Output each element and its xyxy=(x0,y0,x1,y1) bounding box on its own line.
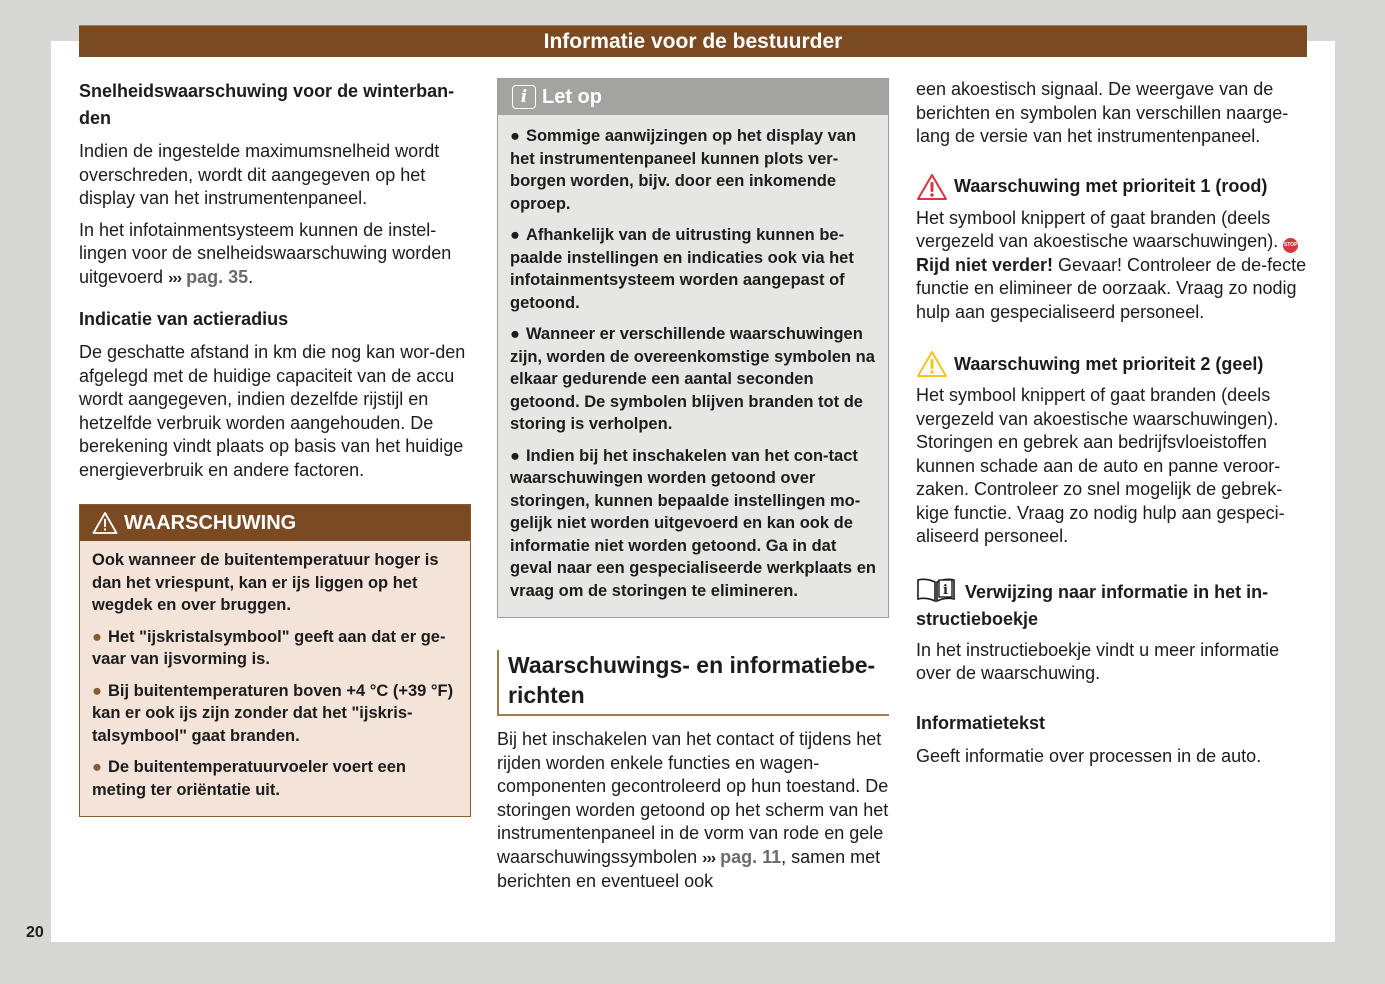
page-reference-link[interactable]: pag. 35 xyxy=(186,266,249,287)
reference-arrows-icon: ››› xyxy=(168,269,182,287)
punctuation: . xyxy=(248,266,254,287)
note-bullet xyxy=(510,445,876,603)
bullet-icon: ● xyxy=(510,325,520,343)
warning-title: WAARSCHUWING xyxy=(124,512,297,534)
note-bullet xyxy=(510,224,876,314)
page-number: 20 xyxy=(26,924,44,941)
warning-intro: Ook wanneer de buitentemperatuur hoger is dan het vriespunt, kan er ijs liggen op het wegdek en over bruggen. xyxy=(92,551,439,614)
heading-priority-2 xyxy=(916,350,1308,378)
note-bullet xyxy=(510,125,876,215)
bullet-icon: ● xyxy=(510,446,520,465)
note-header xyxy=(498,79,888,115)
note-box xyxy=(497,78,889,618)
heading-priority-1 xyxy=(916,173,1308,201)
column-left xyxy=(79,78,471,817)
bullet-icon: ● xyxy=(92,627,102,646)
column-right xyxy=(916,78,1308,776)
paragraph-infotainment-text: In het infotainmentsysteem kunnen de instel-lingen voor de snelheidswaarschuwing worden uitgevoerd xyxy=(79,219,452,287)
booklet-reference-text: In het instructieboekje vindt u meer informatie over de waarschuwing. xyxy=(916,639,1280,683)
warning-bullet xyxy=(92,626,458,671)
booklet-reference-title: Verwijzing naar informatie in het in-structieboekje xyxy=(916,581,1269,629)
warning-bullet xyxy=(92,756,458,801)
heading-booklet-reference xyxy=(916,577,1308,633)
section-paragraph xyxy=(497,728,889,894)
priority-2-text: Het symbool knippert of gaat branden (deels vergezeld van akoestische waarschuwingen). Storingen en gebrek aan bedrijfsvloeistoffen kunnen schade aan de auto en panne veroor-zaken. Controleer zo snel mogelijk de gebrek-kige functie. Vraag zo nodig hulp aan gespeci-aliseerd personeel. xyxy=(916,385,1285,546)
note-bullet-text: Wanneer er verschillende waarschuwingen zijn, worden de overeenkomstige symbolen na elkaar gedurende een aantal seconden getoond. De symbolen blijven branden tot de storing is verholpen. xyxy=(510,325,875,433)
priority-1-text xyxy=(916,207,1308,325)
warning-bullet xyxy=(92,680,458,748)
section-paragraph-end: , samen met berichten en eventueel ook xyxy=(497,846,881,891)
warning-bullet-text: Bij buitentemperaturen boven +4 °C (+39 °F) kan er ook ijs zijn zonder dat het "ijskris-talsymbool" gaat branden. xyxy=(92,681,454,745)
note-bullet xyxy=(510,323,876,436)
priority-1-title: Waarschuwing met prioriteit 1 (rood) xyxy=(954,176,1268,196)
note-bullet-text: Indien bij het inschakelen van het con-tact waarschuwingen worden getoond over storingen, kunnen bepaalde instellingen mo-gelijk niet worden uitgevoerd en kan ook de informatie niet worden getoond. Ga in dat geval naar een gespecialiseerde werkplaats en vraag om de storingen te elimineren. xyxy=(510,446,876,600)
bullet-icon: ● xyxy=(510,226,520,244)
section-title: Waarschuwings- en informatiebe-richten xyxy=(497,650,889,716)
note-body xyxy=(498,115,888,617)
column-middle xyxy=(497,78,889,902)
reference-arrows-icon: ››› xyxy=(702,849,716,867)
paragraph-speed-exceeded: Indien de ingestelde maximumsnelheid wordt overschreden, wordt dit aangegeven op het display van het instrumentenpaneel. xyxy=(79,141,440,208)
priority-1-text-part: Gevaar! Controleer de de-fecte functie en elimineer de oorzaak. Vraag zo nodig hulp aan gespecialiseerd personeel. xyxy=(916,254,1307,322)
info-text-paragraph: Geeft informatie over processen in de auto. xyxy=(916,745,1262,766)
warning-box xyxy=(79,504,471,817)
warning-triangle-icon xyxy=(92,511,118,535)
red-warning-icon xyxy=(916,173,948,201)
bullet-icon: ● xyxy=(92,681,102,700)
note-bullet-text: Sommige aanwijzingen op het display van het instrumentenpaneel kunnen plots ver-borgen worden, bijv. door een inkomende oproep. xyxy=(510,127,857,213)
bullet-icon: ● xyxy=(510,127,520,145)
stop-icon: STOP xyxy=(1283,238,1298,253)
paragraph-continued: een akoestisch signaal. De weergave van de berichten en symbolen kan verschillen naarge-lang de versie van het instrumentenpaneel. xyxy=(916,79,1289,146)
priority-1-text-part: Het symbool knippert of gaat branden (deels vergezeld van akoestische waarschuwingen). xyxy=(916,207,1279,251)
heading-winter-tyres: Snelheidswaarschuwing voor de winterban-den xyxy=(79,81,455,128)
stop-warning-bold: Rijd niet verder! xyxy=(916,254,1054,275)
bullet-icon: ● xyxy=(92,758,102,776)
yellow-warning-icon xyxy=(916,350,948,378)
note-title: Let op xyxy=(542,85,602,108)
page-reference-link[interactable]: pag. 11 xyxy=(720,846,782,867)
paragraph-infotainment xyxy=(79,219,471,291)
heading-range-indication: Indicatie van actieradius xyxy=(79,309,289,329)
svg-text:i: i xyxy=(943,582,948,598)
info-icon: i xyxy=(512,85,536,109)
warning-bullet-text: De buitentemperatuurvoeler voert een meting ter oriëntatie uit. xyxy=(92,758,406,799)
section-paragraph-text: Bij het inschakelen van het contact of tijdens het rijden worden enkele functies en wagen-componenten gecontroleerd op hun toestand. De storingen worden getoond op het scherm van het instrumentenpaneel in de vorm van rode en gele waarschuwingssymbolen xyxy=(497,729,889,867)
warning-header xyxy=(80,505,470,541)
heading-info-text: Informatietekst xyxy=(916,712,1046,733)
note-bullet-text: Afhankelijk van de uitrusting kunnen be-paalde instellingen en indicaties ook via het infotainmentsysteem worden aangepast of getoond. xyxy=(510,226,854,312)
paragraph-range: De geschatte afstand in km die nog kan wor-den afgelegd met de huidige capaciteit van de accu wordt aangegeven, indien dezelfde rijstijl en hetzelfde verbruik worden aangehouden. De berekening vindt plaats op basis van het huidige energieverbruik en andere factoren. xyxy=(79,342,466,480)
book-info-icon xyxy=(916,577,956,603)
warning-body xyxy=(80,541,470,816)
chapter-header: Informatie voor de bestuurder xyxy=(79,25,1307,57)
priority-2-title: Waarschuwing met prioriteit 2 (geel) xyxy=(954,353,1264,374)
warning-bullet-text: Het "ijskristalsymbool" geeft aan dat er ge-vaar van ijsvorming is. xyxy=(92,627,446,668)
